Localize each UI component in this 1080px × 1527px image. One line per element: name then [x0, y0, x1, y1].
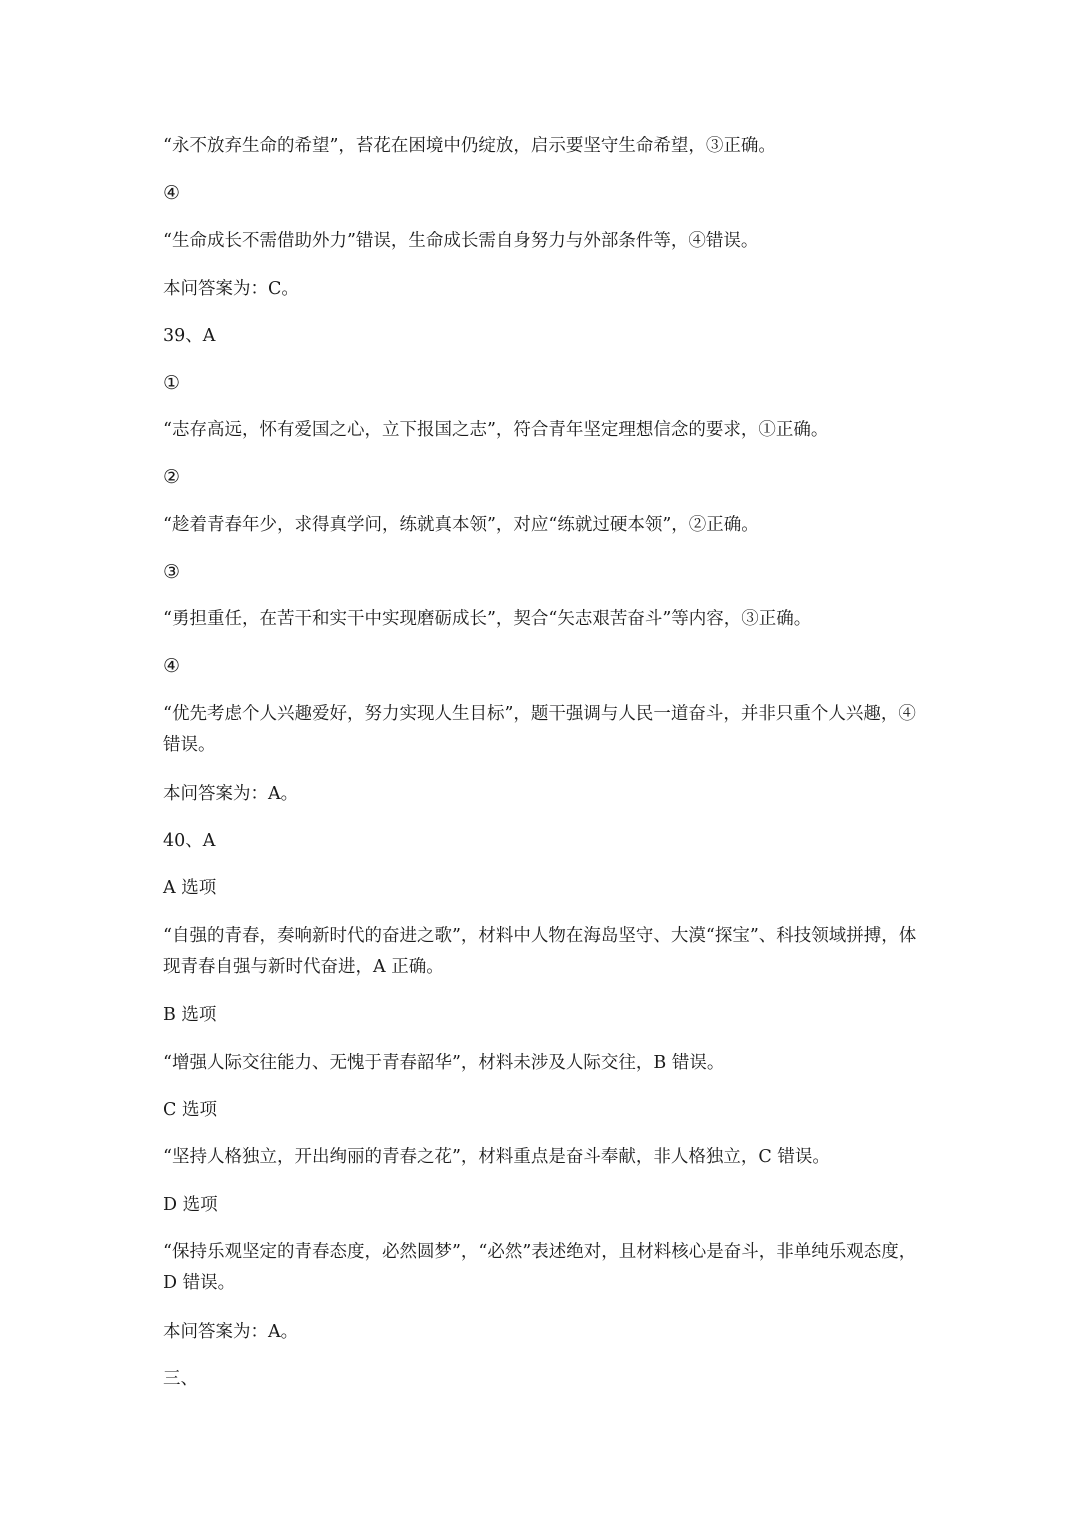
q39-option1-marker: ①: [163, 372, 181, 394]
q40-option-b-label: B 选项: [163, 1005, 217, 1025]
paragraph-q39-option1-explanation: “志存高远，怀有爱国之心，立下报国之志”，符合青年坚定理想信念的要求，①正确。: [163, 420, 829, 440]
paragraph-q40-option-c-explanation: “坚持人格独立，开出绚丽的青春之花”，材料重点是奋斗奉献，非人格独立，C 错误。: [163, 1147, 830, 1167]
paragraph-q38-option3-explanation: “永不放弃生命的希望”，苔花在困境中仍绽放，启示要坚守生命希望，③正确。: [163, 136, 776, 156]
q39-option4-marker: ④: [163, 655, 181, 677]
q38-option4-marker: ④: [163, 182, 181, 204]
paragraph-q40-option-b-explanation: “增强人际交往能力、无愧于青春韶华”，材料未涉及人际交往，B 错误。: [163, 1053, 725, 1073]
paragraph-q39-option2-explanation: “趁着青春年少，求得真学问，练就真本领”，对应“练就过硬本领”，②正确。: [163, 515, 759, 535]
q40-option-a-label: A 选项: [163, 878, 217, 898]
q39-heading: 39、A: [163, 326, 216, 346]
q40-option-d-label: D 选项: [163, 1195, 218, 1215]
q39-option2-marker: ②: [163, 466, 181, 488]
q40-heading: 40、A: [163, 831, 216, 851]
paragraph-q38-option4-explanation: “生命成长不需借助外力”错误，生命成长需自身努力与外部条件等，④错误。: [163, 231, 759, 251]
section-three-heading: 三、: [163, 1369, 198, 1389]
q39-answer: 本问答案为：A。: [163, 784, 299, 804]
q39-option3-marker: ③: [163, 561, 181, 583]
paragraph-q40-option-d-explanation: “保持乐观坚定的青春态度，必然圆梦”，“必然”表述绝对，且材料核心是奋斗，非单纯乐观态度，D 错误。: [163, 1242, 917, 1293]
q38-answer: 本问答案为：C。: [163, 279, 299, 299]
paragraph-q39-option3-explanation: “勇担重任，在苦干和实干中实现磨砺成长”，契合“矢志艰苦奋斗”等内容，③正确。: [163, 609, 812, 629]
paragraph-q39-option4-explanation: “优先考虑个人兴趣爱好，努力实现人生目标”，题干强调与人民一道奋斗，并非只重个人兴趣，④错误。: [163, 704, 916, 755]
paragraph-q40-option-a-explanation: “自强的青春，奏响新时代的奋进之歌”，材料中人物在海岛坚守、大漠“探宝”、科技领域拼搏，体现青春自强与新时代奋进，A 正确。: [163, 926, 917, 977]
q40-option-c-label: C 选项: [163, 1100, 217, 1120]
q40-answer: 本问答案为：A。: [163, 1322, 299, 1342]
